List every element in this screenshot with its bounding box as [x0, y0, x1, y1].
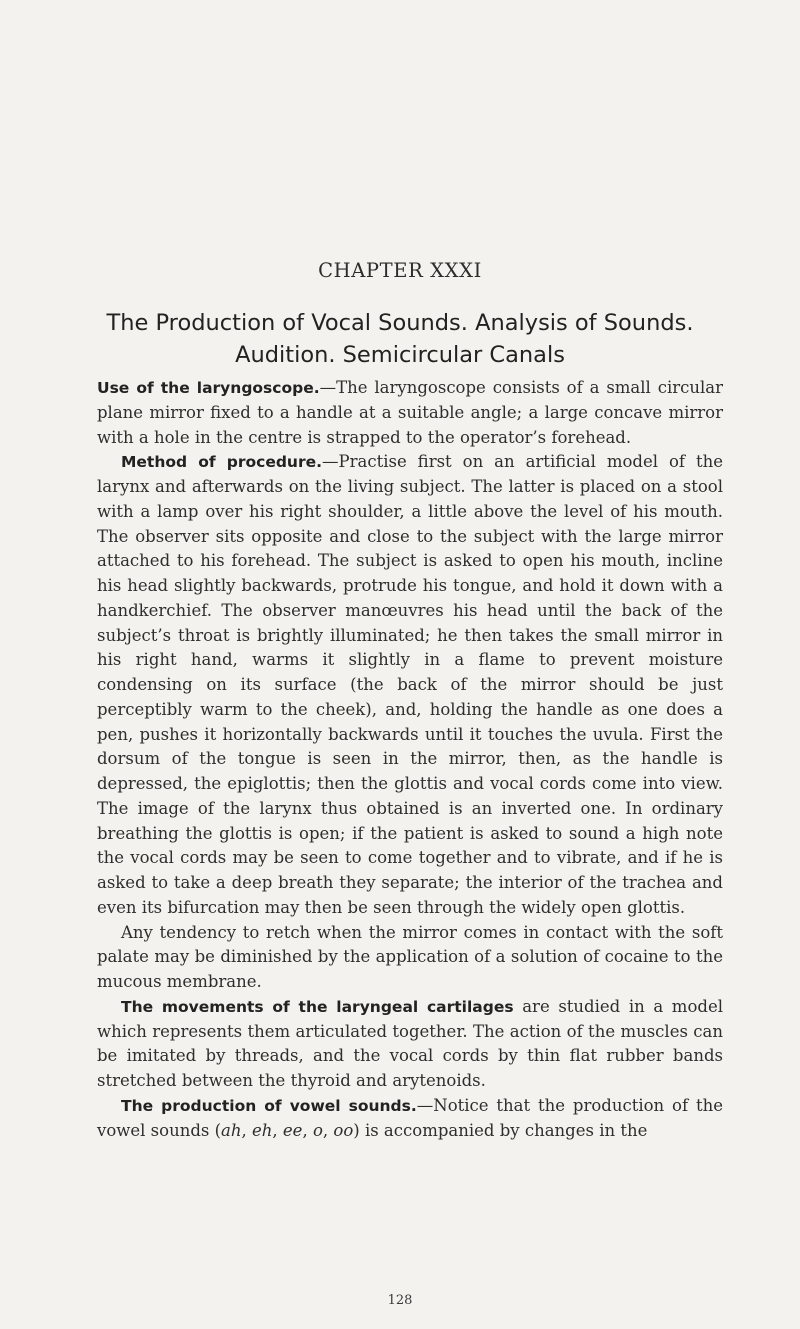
paragraph-method: [97, 450, 723, 920]
chapter-title-line-2: Audition. Semicircular Canals: [235, 342, 565, 368]
separator: ,: [272, 1120, 283, 1140]
vowel-ah: ah: [221, 1120, 242, 1140]
paragraph-cartilages: [97, 995, 723, 1094]
vowel-o: o: [312, 1120, 323, 1140]
paragraph-lead: Method of procedure.: [121, 453, 323, 472]
paragraph-body: are studied in a model which represents them articulated together. The action of the muscles can be imitated by threads, and the vocal cords by thin flat rubber bands stretched between the thyroid and arytenoids.: [97, 996, 723, 1090]
paragraph-lead: The movements of the laryngeal cartilages: [121, 997, 514, 1016]
paragraph-lead: Use of the laryngoscope.: [97, 379, 320, 397]
separator: ,: [241, 1120, 253, 1140]
paragraph-retch: [97, 921, 723, 995]
paragraph-body: —Notice that the production of the vowel sounds (: [97, 1095, 723, 1140]
separator: ,: [302, 1120, 313, 1140]
vowel-ee: ee: [282, 1120, 303, 1140]
paragraph-body: Any tendency to retch when the mirror comes in contact with the soft palate may be diminished by the application of a solution of cocaine to the mucous membrane.: [97, 922, 723, 991]
body-text: [97, 376, 723, 1143]
chapter-heading: CHAPTER XXXI: [318, 259, 482, 282]
paragraph-vowels: [97, 1094, 723, 1144]
page-number: 128: [387, 1293, 413, 1308]
vowel-oo: oo: [333, 1120, 354, 1140]
chapter-title-line-1: The Production of Vocal Sounds. Analysis of Sounds.: [106, 310, 694, 336]
paragraph-body: —Practise first on an artificial model of the larynx and afterwards on the living subject. The latter is placed on a stool with a lamp over his right shoulder, a little above the level of his mouth. The observer sits opposite and close to the subject with the large mirror attached to his forehead. The subject is asked to open his mouth, incline his head slightly backwards, protrude his tongue, and hold it down with a handkerchief. The observer manœuvres his head until the back of the subject’s throat is brightly illuminated; he then takes the small mirror in his right hand, warms it slightly in a flame to prevent moisture condensing on its surface (the back of the mirror should be just perceptibly warm to the cheek), and, holding the handle as one does a pen, pushes it horizontally backwards until it touches the uvula. First the dorsum of the tongue is seen in the mirror, then, as the handle is depressed, the epiglottis; then the glottis and vocal cords come into view. The image of the larynx thus obtained is an inverted one. In ordinary breathing the glottis is open; if the patient is asked to sound a high note the vocal cords may be seen to come together and to vibrate, and if he is asked to take a deep breath they separate; the interior of the trachea and even its bifurcation may then be seen through the widely open glottis.: [97, 452, 723, 917]
paragraph-lead: The production of vowel sounds.: [121, 1096, 417, 1115]
paragraph-body: —The laryngoscope consists of a small circular plane mirror fixed to a handle at a suitable angle; a large concave mirror with a hole in the centre is strapped to the operator’s forehead.: [97, 378, 723, 447]
chapter-title: [0, 307, 800, 371]
paragraph-body: ) is accompanied by changes in the: [353, 1120, 648, 1140]
paragraph-laryngoscope: [97, 376, 723, 450]
separator: ,: [322, 1120, 334, 1140]
vowel-eh: eh: [252, 1120, 273, 1140]
